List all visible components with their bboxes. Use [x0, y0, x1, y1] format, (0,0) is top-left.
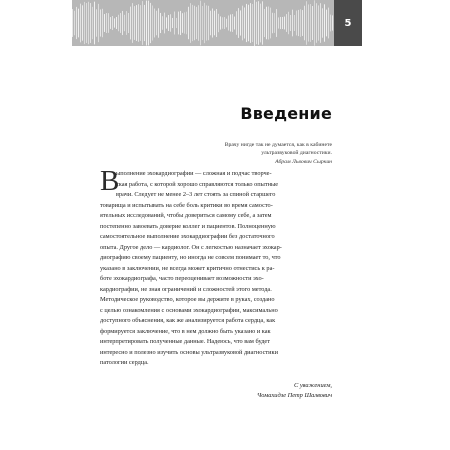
drop-cap: В [100, 165, 120, 197]
body-line: опыта. Другое дело — кардиолог. Он с легкостью назначает эхокар- [100, 243, 282, 251]
epigraph-line: Врачу нигде так не думается, как в кабинете [224, 142, 332, 148]
body-line: боте эхокардиографа, часто переоценивает возможности эхо- [100, 275, 264, 282]
page-number: 5 [344, 17, 352, 29]
body-line: указано в заключении, не всегда может критично отнестись к ра- [100, 264, 275, 272]
epigraph [200, 142, 332, 167]
body-line: ыполнение эхокардиографии — сложная и подчас творче- [116, 170, 272, 177]
epigraph-line: ультразвуковой диагностики. [261, 149, 332, 156]
page-number-box [334, 0, 362, 46]
body-line: интересно и полезно изучить основы ультразвуковой диагностики [100, 348, 278, 356]
body-line: доступного объяснения, как же анализируется работа сердца, как [100, 317, 276, 324]
header-waveform-strip [72, 0, 334, 46]
body-line: формируется заключение, что в нем должно быть указано и как [100, 327, 271, 335]
epigraph-author: Абрам Львович Сыркин [275, 159, 332, 166]
body-line: врачи. Следует не менее 2–3 лет стоять за спиной старшего [116, 191, 276, 198]
signature-name: Чомахидзе Петр Шалвович [256, 391, 332, 399]
signature-closing: С уважением, [293, 382, 332, 389]
body-line: ятельных исследований, чтобы довериться самому себе, а затем [100, 212, 272, 219]
signature [180, 381, 332, 400]
body-line: диографию своему пациенту, но иногда не совсем понимает то, что [100, 254, 281, 261]
body-line: ская работа, с которой хорошо справляются только опытные [116, 180, 279, 188]
body-line: интерпретировать полученные данные. Надеюсь, что вам будет [100, 338, 270, 345]
page-title: Введение [240, 104, 332, 123]
body-text [100, 165, 332, 369]
body-line: Методическое руководство, которое вы держите в руках, создано [100, 296, 275, 303]
body-line: постепенно завоевать доверие коллег и пациентов. Полноценную [100, 222, 276, 230]
body-line: самостоятельное выполнение эхокардиографии без достаточного [100, 233, 275, 240]
body-line: с целью ознакомления с основами эхокардиографии, максимально [100, 306, 278, 314]
waveform-decoration [72, 0, 334, 46]
body-line: кардиографии, не зная ограничений и сложностей этого метода. [100, 285, 272, 293]
body-line: товарища и испытывать на себе боль критики во время самосто- [100, 201, 273, 209]
body-line: патологии сердца. [100, 359, 149, 366]
